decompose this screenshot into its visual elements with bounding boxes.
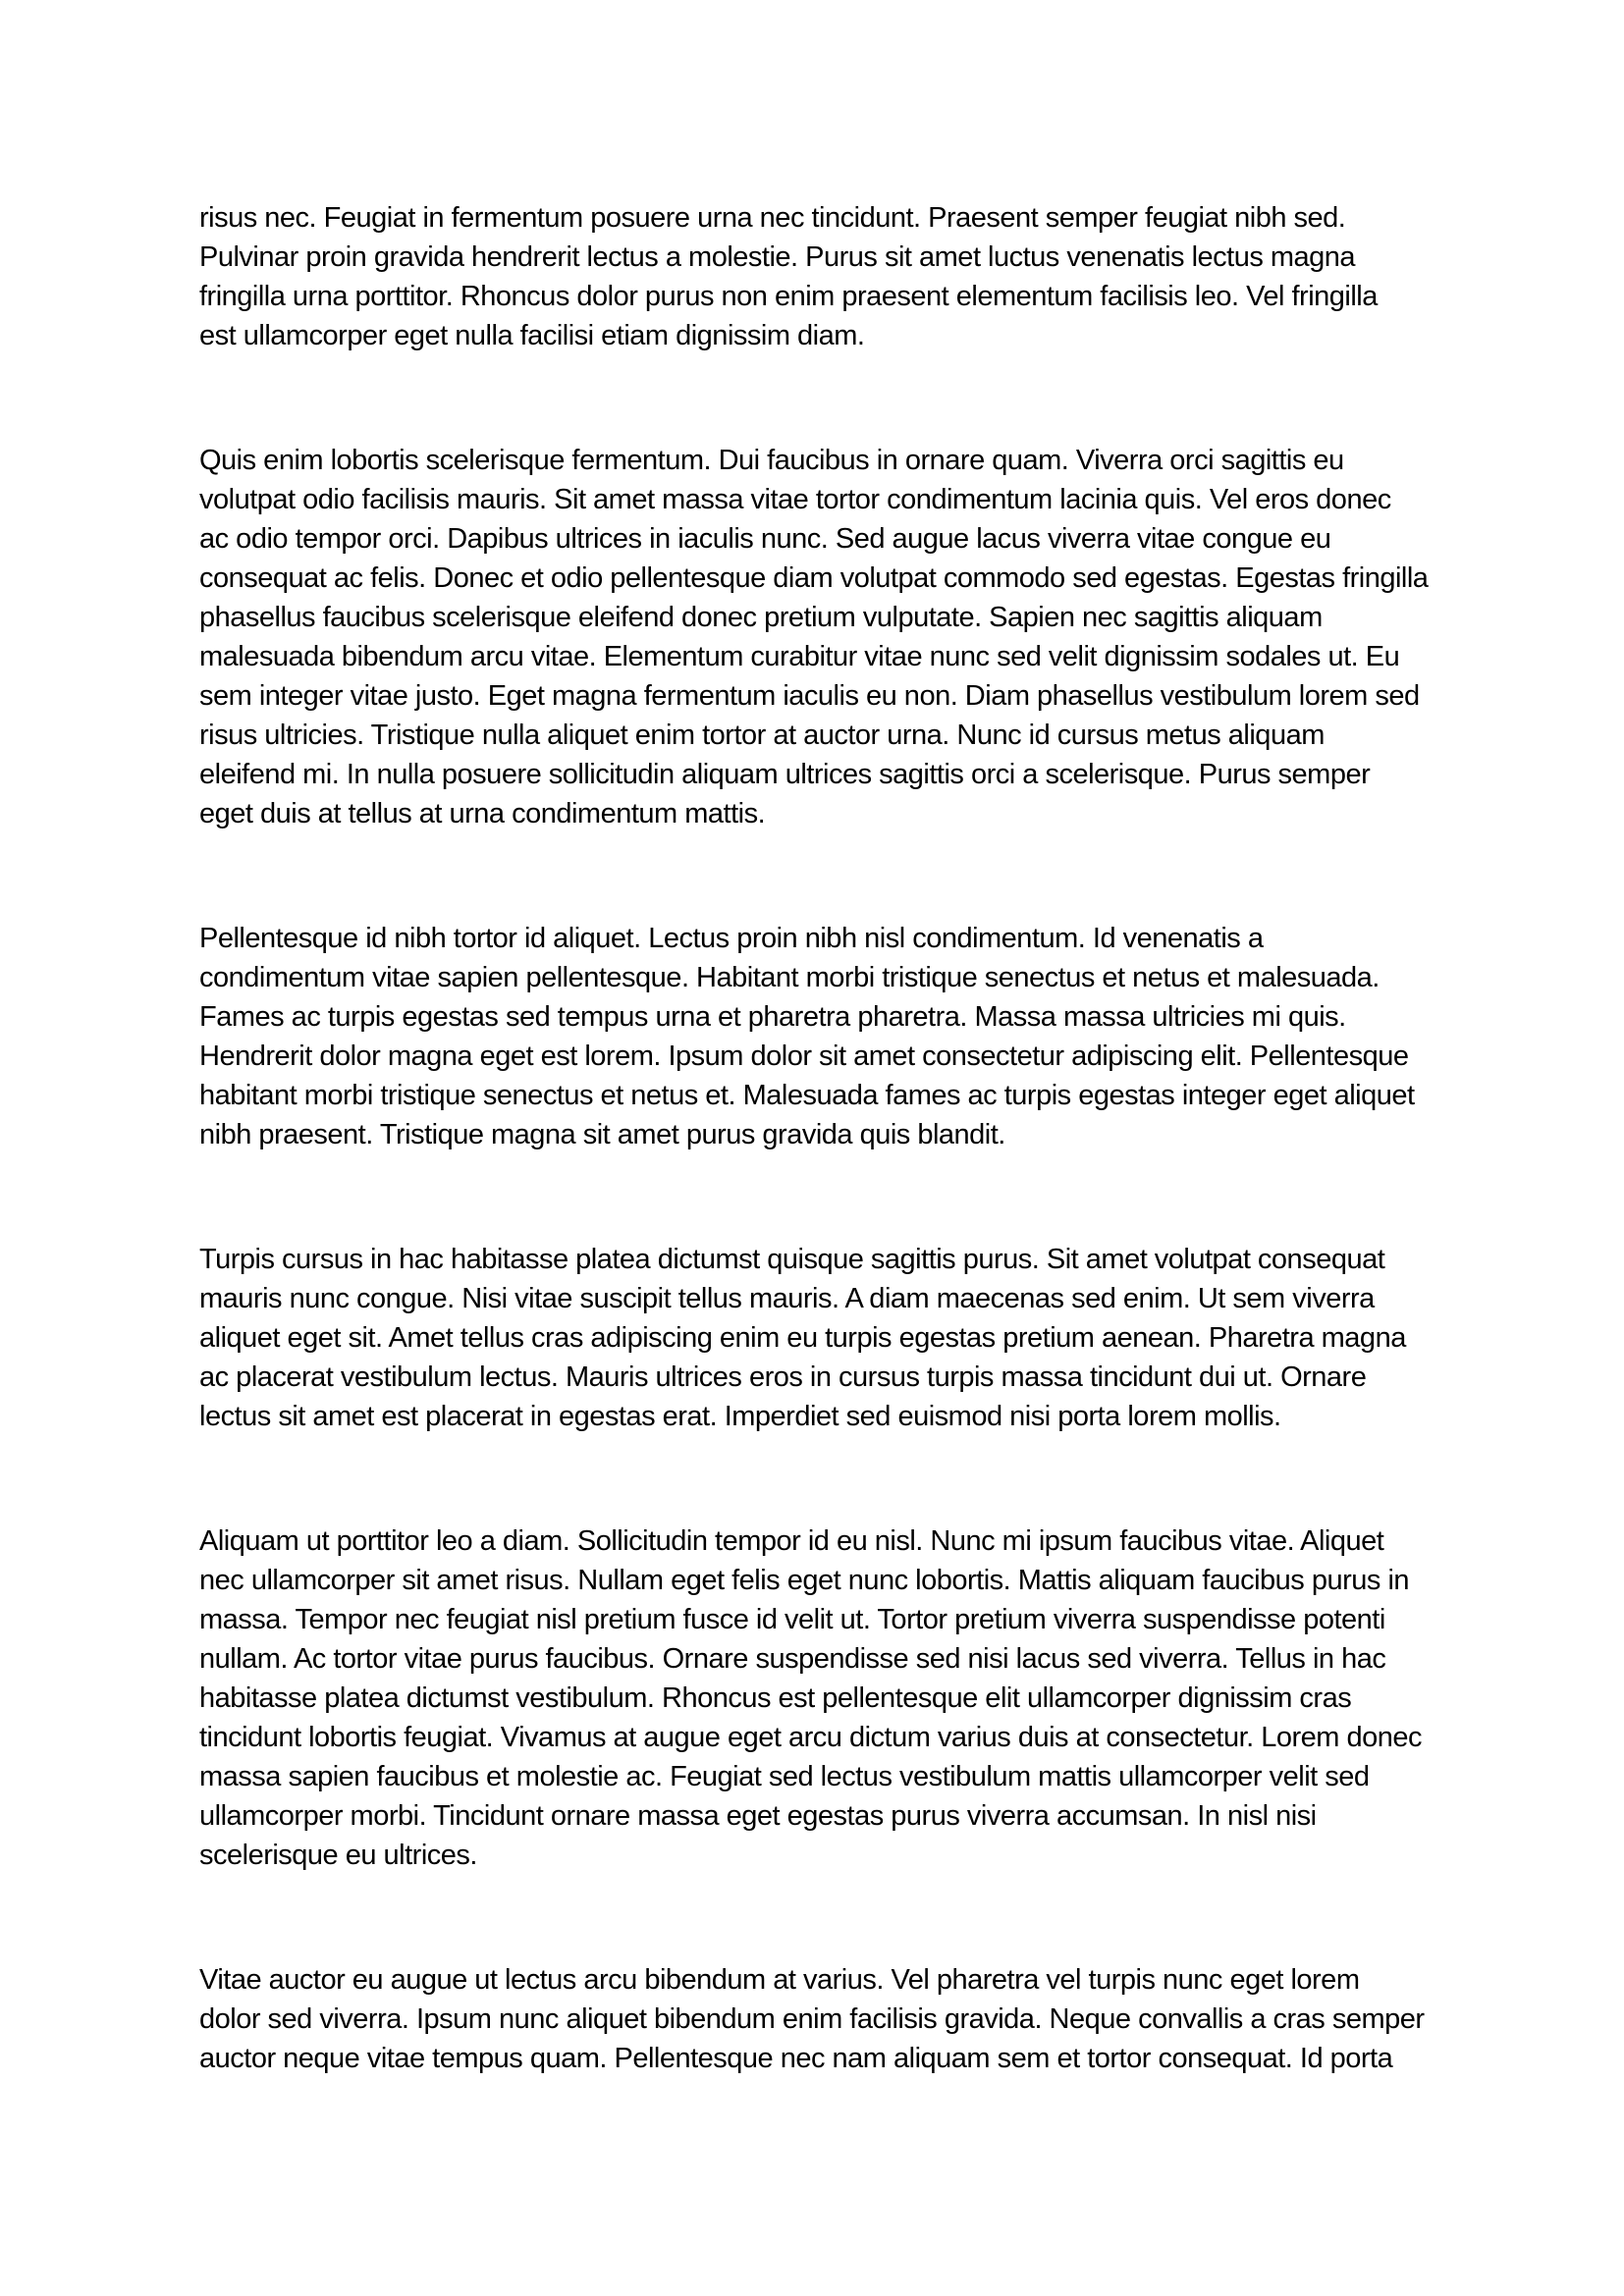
paragraph: [199, 1240, 1427, 1436]
text-line: eleifend mi. In nulla posuere sollicitudin aliquam ultrices sagittis orci a scelerisque. Purus semper: [199, 759, 1371, 790]
text-line: phasellus faucibus scelerisque eleifend donec pretium vulputate. Sapien nec sagittis aliquam: [199, 602, 1323, 633]
text-line: risus nec. Feugiat in fermentum posuere urna nec tincidunt. Praesent semper feugiat nibh sed.: [199, 202, 1346, 234]
text-line: massa sapien faucibus et molestie ac. Feugiat sed lectus vestibulum mattis ullamcorper velit sed: [199, 1761, 1370, 1792]
text-line: Quis enim lobortis scelerisque fermentum. Dui faucibus in ornare quam. Viverra orci sagittis eu: [199, 445, 1344, 476]
text-line: Pellentesque id nibh tortor id aliquet. Lectus proin nibh nisl condimentum. Id venenatis a: [199, 923, 1264, 954]
text-line: consequat ac felis. Donec et odio pellentesque diam volutpat commodo sed egestas. Egestas fringilla: [199, 562, 1429, 594]
text-line: dolor sed viverra. Ipsum nunc aliquet bibendum enim facilisis gravida. Neque convallis a cras semper: [199, 2003, 1425, 2035]
text-line: eget duis at tellus at urna condimentum mattis.: [199, 798, 766, 829]
text-line: mauris nunc congue. Nisi vitae suscipit tellus mauris. A diam maecenas sed enim. Ut sem viverra: [199, 1283, 1375, 1314]
paragraph: [199, 1960, 1427, 2078]
text-line: sem integer vitae justo. Eget magna fermentum iaculis eu non. Diam phasellus vestibulum lorem sed: [199, 680, 1420, 712]
text-line: est ullamcorper eget nulla facilisi etiam dignissim diam.: [199, 320, 865, 351]
text-line: habitant morbi tristique senectus et netus et. Malesuada fames ac turpis egestas integer eget aliquet: [199, 1080, 1415, 1111]
text-line: ac placerat vestibulum lectus. Mauris ultrices eros in cursus turpis massa tincidunt dui ut. Ornare: [199, 1362, 1367, 1393]
text-line: ac odio tempor orci. Dapibus ultrices in iaculis nunc. Sed augue lacus viverra vitae congue eu: [199, 523, 1331, 555]
text-line: auctor neque vitae tempus quam. Pellentesque nec nam aliquam sem et tortor consequat. Id porta: [199, 2043, 1393, 2074]
text-line: habitasse platea dictumst vestibulum. Rhoncus est pellentesque elit ullamcorper dignissim cras: [199, 1682, 1352, 1714]
text-line: volutpat odio facilisis mauris. Sit amet massa vitae tortor condimentum lacinia quis. Vel eros donec: [199, 484, 1391, 515]
text-line: Fames ac turpis egestas sed tempus urna et pharetra pharetra. Massa massa ultricies mi quis.: [199, 1001, 1346, 1033]
text-line: fringilla urna porttitor. Rhoncus dolor purus non enim praesent elementum facilisis leo. Vel fringilla: [199, 281, 1378, 312]
text-line: condimentum vitae sapien pellentesque. Habitant morbi tristique senectus et netus et malesuada.: [199, 962, 1380, 993]
text-line: nibh praesent. Tristique magna sit amet purus gravida quis blandit.: [199, 1119, 1005, 1150]
document-body-text: [199, 198, 1427, 2078]
text-line: aliquet eget sit. Amet tellus cras adipiscing enim eu turpis egestas pretium aenean. Pharetra magna: [199, 1322, 1406, 1354]
text-line: Aliquam ut porttitor leo a diam. Sollicitudin tempor id eu nisl. Nunc mi ipsum faucibus vitae. Aliquet: [199, 1525, 1384, 1557]
paragraph: [199, 919, 1427, 1154]
paragraph: [199, 441, 1427, 833]
text-line: risus ultricies. Tristique nulla aliquet enim tortor at auctor urna. Nunc id cursus metus aliquam: [199, 720, 1325, 751]
text-line: Hendrerit dolor magna eget est lorem. Ipsum dolor sit amet consectetur adipiscing elit. Pellentesque: [199, 1041, 1409, 1072]
text-line: scelerisque eu ultrices.: [199, 1840, 477, 1871]
text-line: tincidunt lobortis feugiat. Vivamus at augue eget arcu dictum varius duis at consectetur. Lorem donec: [199, 1722, 1423, 1753]
text-line: malesuada bibendum arcu vitae. Elementum curabitur vitae nunc sed velit dignissim sodales ut. Eu: [199, 641, 1400, 672]
paragraph: [199, 1522, 1427, 1875]
text-line: Turpis cursus in hac habitasse platea dictumst quisque sagittis purus. Sit amet volutpat consequat: [199, 1244, 1385, 1275]
text-line: Vitae auctor eu augue ut lectus arcu bibendum at varius. Vel pharetra vel turpis nunc eget lorem: [199, 1964, 1360, 1996]
text-line: Pulvinar proin gravida hendrerit lectus a molestie. Purus sit amet luctus venenatis lectus magna: [199, 241, 1356, 273]
text-line: nullam. Ac tortor vitae purus faucibus. Ornare suspendisse sed nisi lacus sed viverra. Tellus in hac: [199, 1643, 1386, 1675]
text-line: nec ullamcorper sit amet risus. Nullam eget felis eget nunc lobortis. Mattis aliquam faucibus purus in: [199, 1565, 1410, 1596]
paragraph: [199, 198, 1427, 355]
text-line: massa. Tempor nec feugiat nisl pretium fusce id velit ut. Tortor pretium viverra suspendisse potenti: [199, 1604, 1385, 1635]
text-line: ullamcorper morbi. Tincidunt ornare massa eget egestas purus viverra accumsan. In nisl nisi: [199, 1800, 1317, 1832]
text-line: lectus sit amet est placerat in egestas erat. Imperdiet sed euismod nisi porta lorem mollis.: [199, 1401, 1281, 1432]
